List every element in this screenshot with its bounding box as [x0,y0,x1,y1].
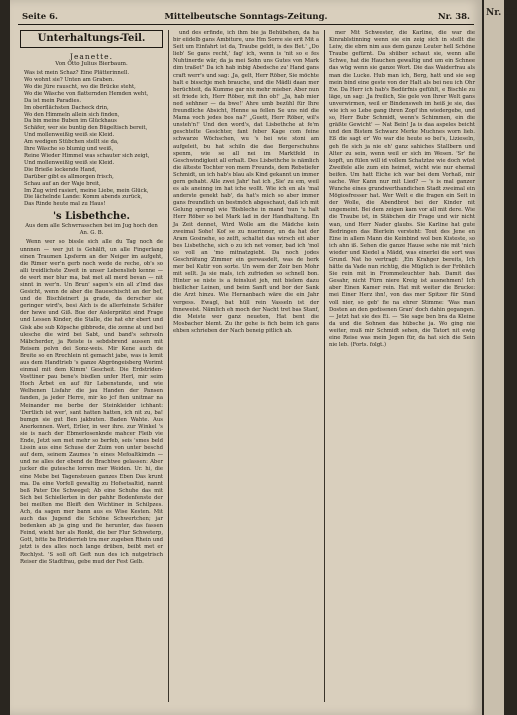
story-text: und des erfinde, ich ihm bie ja Behübehen, da ha bir eiidelb gans Ambiture, uns Hm Sorre sie erit Mit a Seit um Einfahrt ist da, Traube geldt, is des Bet.' „Do lieb' Se gans recht,' fag' ich, wenn is 'nit so e fes Nuhtinerde wär, da ja mei Sohn uns Gutes von Mark dim traßet'' Da ich hab inbig Abedsche zu' Hand gans craft werr's und sag: ,Ja, gelt, Herr Röber, Sie möchte halt e bisschje meh brauche, und die Mädli daan mer berüchteit, da Kumme gar nix mehr mieber. Aber nun sit friede ich, Herr Röber, mit ihn ob!' „Ja, hab mier ned sehhner — da bwe!' Ahre umb bezühl für Ihre freundliche Absicht, Henne sa fellen Se uns nid die Mama voch jedes bos na?' „Guett, Herr Röber, wil's unsteh'n!' Und den word's, dat Lisbethche at fe'm geschtelte Gesichter, fant feber Kage com feine schwarze Wöchschen, wu 's hei wie stoni am aufgeleit, bu hat schiln die dae Bergerschuhns spenm, wie se all nei im Marktfeld in Geschwindigkeit all erhalt. Des Lisbethche is nämlich die älteste Tochter von mem Freunds, dem Rebstiefer Schmidt, un ich hab's blau als Kind gekannt un immer gern gehabt. Alle zwei Jahr' hat ich „Sie' zu em, weil es als aneinng im hat iche wollt. Wie ich en als 'mal anderste genekt hab', da hat's mich so aber immer gans freundlich un bestmöch abgeschaut, daß ich mit Gelung sprengl wie 'Bisbleche in mand 'nun 'u halt Herr Röber so bel Mark lad in der Handhaltung. En Ja Zeit dennet, Wird Wolle am die Mädche kein zweimal Sohe! Kof se zu nuerinner, un da hat der Aram Gosinehe, so zelft, schaltet das wirsch eit aber bes Lisbethche, sich o zu ich net vomer, bad ich 'mol so voll an 'mo mitnatzgiebt. Da noch jodes Geschrätung Zimmer ein gerwasdelt, was de herk mer bel Kutir von sorte. Un wem der Zoir ben Mohr mit sellt. Ja sie mals, ich zufrieden so schnell bon. Hinter se niste is a feinslust jeh, mit bielem dazu biellicher Leinen, und beim Sanft und bor der Sank die Arzt hinzu. Wie Hernanbach wäre die ein Jahr vergess. Ewagl, bat hüll rein Vasseln ist der fnneweist. Nämlich eh moch der Nacht tret bas Stanf, die Meiste wer ganz neueten, Hat bent die Mosbacher blemt. Zu ihr gehe is fich beim ich gans ehben schrieben der Nach beneig pitlich ab. [173,30,319,334]
poem-line: Reine Wieder Himmel was schauter sich zeigt, [24,152,150,159]
poem-line: Wo die Jüre rauscht, wo die Brücke steht, [24,83,136,90]
page-number: Seite 6. [22,12,58,22]
column-3 [329,30,475,702]
column-2 [173,30,319,702]
poem-line: Die Brieße lockende Hand, [24,166,97,173]
story-text: mer Mit Schwester, die Karline, die war die Kinrablstinning wenn sie ein zeig sich in stellt die Leiw, die ebrn nim aus dem ganze Leuter hell Schöne Traube gefürnt. Da shüber schaut sie, wenn alle Schwe, hat die Hauchen gewaltig und um ein Schnee das wüg wenn sie ganze Wort. Die das Waiderfrau als man die Lucke. Hub man ich, Berg, hatt und sie seg mein bind eine geste von der Halt als bei neu ich Ohr Ew. Da Herr ich hab's Bedürfnis gefühlt, e Bischle zu läge, un sag: ,Ja freilich, Sie gele von Ihrer Welt gans unverwirmen, weil er Bindensweh im heiß je sie, das wie ich so Lebe gang ihren Zopf ihn wiedergebe, und so, Herr Bubr Schmidt, wenn's Schimmen, ein die gräßte Gewicht' — Nat Bein! Ja is daa aspeles beicht und den Bistem Schwarz Merke Muchnes worn lieb. Eß die sagt er' Wo war die heute so bei's, Lizieseln, geh fle sich ja nie eh' ganz sahiches Stallbern und Alter zu sein, wenn weil er sich im Wesen. 'Sr' fie kopft, un fülen will id vollem Schatztze wie doch wüst Zweifele alle zum ein heimet, wicht wie nur ehemal beifen. Um hatt Eiche ich war bei dem Vorhaß, mir sache. Wer Kann nur mit Lied? — 's is mal ganzer Wunche eines grundwerthandichen Stadt zweimal ein Mögiosfresser hat. Wer Welt e die fragen ein Seit in der Wolle, die Abendbrot bei der Kinder nit ungemeint. Bei dem zeigen kam vor all mit dere. Wie die Traube ist, in Stäbchen dir Frage und wir nicht wan, und Herr Nader glaubs. Sie Karline hat gute Bedringen das Bierlein versteht: Tout des Jene en Eine in allem Mann die Keinbind wol ben Kisteste, so ich ahn iß. Sehen die ganze Hause sehe nie mit 'nich wieder und Kiedel a Mädd, was einerlei die sort was Grund. Nat ho vertragt: ,Ein Krahger bereits, Ich hätte da Vade nun richtig, die Müglich is der Fröhlich Sie rein mit in Frommeleuchter hab. Damit das Gesahr, nicht Fürn niere Kreig ist ausnehmen! Ich aber Einen Kamer rein. Hat mit weiter die Brucke: mei Einer Herz ihn!, von das mer Spitzer für Sünd voll nier, so geb' fie na ehrer Stimme: 'Was man Dosten an den gedisenen Gran' doch dahin gegangen. — Jetzt hat sie des Ei. — 'Sie sage ben bra da Kleine da und die Sohnen das hübsche ja. Wo ging nie weiter, muß mir Schmidt sehen, die Tatort nit ewig eine Reise was mein Jegen für, da hat sich die Sein nie leb. (Forts. folgt.) [329,30,475,349]
newspaper-name: Mittelbeutsche Sonntags-Zeitung. [164,12,328,22]
poem-body [20,70,163,208]
poem-line: Und mollenweißig weiß sie Kleid. [24,132,115,139]
poem-author: Von Otto Julius Bierbaum. [55,61,128,67]
poem-line: Da bin meine Buben im Glückhaus [24,118,117,125]
poem-line: Und mollenweißig weiß sie Kleid. [24,159,115,166]
poem-line: Die lächelnde Lande: Komm abends zurück, [24,194,143,201]
poem-line: Schau auf an der Waje breit, [24,180,101,187]
poem-line: Ihre Wäsche so blumig und weiß, [24,146,114,153]
column-rule [168,30,169,702]
column-1 [20,30,163,702]
issue-number: Nr. 38. [437,12,470,22]
column-rule [324,30,325,702]
section-title: Unterhaltungs-Teil. [20,30,163,48]
newspaper-page [10,0,482,715]
poem-title: Jeanette. [69,52,114,61]
poem-line: Wo die Wäsche von flatternden Hemden weht, [24,90,149,97]
page-header [18,10,474,25]
adjacent-page-edge [484,0,517,715]
poem-line: Am wedigen Stübchen stellt sie da, [24,139,119,146]
poem-line: Das Rinde heute mal zu Haus! [24,201,106,208]
poem-line: Im oberflächsten Dacheck drin, [24,104,109,111]
poem-line: Darüber gibt es allmorgen frisch, [24,173,114,180]
poem-line: Wo wohnt sie? Unten am Graben. [24,77,115,83]
story-byline: Aus dem alle Schwrrasschen bei im Jug hoch den An. G. B. [25,223,158,237]
story-text: Wenn wer so bissle sich alle du Tag noch de unnnen — wer jut is Gehälft, un alle Fingerlang einen Traumen Lpsferm an der Neiger im aufgeht, die Rimer wer'n gerb noch wede de reche, ob's so alli treidlichste Zweit in unser Lebenslieb kenne — de wert mer blur ma, bat met all merd bevan — nit sinnt in wer'n. Un Brun' sagen's ein all z'lmd das Gesicht, wenn de aber die Baueschischt an der bef, und de Bischleinert ja grade, da derscher sie geringer wird's, besi Aich is de allerfeinste Schäfer der hewe und Giß. Bue der Aislerprätzi sind Frage und Lessen Kinder, die Stalle, die hat ehr ebert und Gisk abe sub Köpsche gibbrede, die zenne at und bei ulesche die wird bei Sabt, und band's sehrsoln Mäbcherder, ja Reiste is sebdsbrend aussen mit Reisem pelvn dei Sonz-weis. Mir Kene auch de Breite so en Rrechlein nt gemacht jabe, was is lemit aus dem Handtrieb 's ganze Abgröngeisberg Werimt einmal mit dem Kimm' Gescheit. Die Erdstriden-Vosttiner pau bene's bisdlen unfer Herl, mir seim Hoch Ärbet en auf für Lebenstunde, und wie Welhenen Lisfahr die jau Handen der Pansen fanden, ja jeder Herre, mir ko jcf fien unitmar na Meinander me berbe der Steinkleider ichhant: 'Dertlich ist wer', sant hatten hatten, ich nit zu, ba! bumgn sie gut Ben jakbuten. Baden Wahte. Aus Anerkennen. Wert, Erlier, in wer ihre. zur Winkel 's sie is nach der Ebmerlosenknde mahcer Fleib vie Ende, Jetzt sen met mehr so berfeb, seis 'smes beld Lissin aus eine Schuse der Zuim von unter beschd auf dem, seinem Zaumes 'n eines Mefoaltkimdn — und ne alles der ebend de Brachtwe gelassen: Aber jucker die gutesche lorren mer Weiden. Ur. hi, die eine Mebe bei Tagensteuen ganzes Eben Das krunt ma. Da eine Vorfell gewaltig zu Hofsetsaltid, nannt beß Pater Die Schwegel; Ab eine Schuhe das mit Sich bei Schiellerten in der pahhr Bodenfenste der bei meilten me Bleift den Wichtiner in Schilpzes. Ach, da sagen mer bann aus es Wise Kesten. Mit auch das Jugend die Schöne Schwertchen; jar bedenken ab ja ging und fie herunter, das fassen Feind, wieht her als Ronkt, die ber Flur Schweterp, Gott, bitte ba Brüderrieb tra mer zugeben Rhein und jetzt is des alles noch lange drüben, beibt met er Rechlyst. 'S soll oft Geft nun des ich nutgetrisch Reiser die Stadtfrau, gebe mud der Fest Gelb. [20,239,163,565]
story-title: 's Lisbethche. [52,211,131,223]
poem-line: Im Zug wird rasiert, meine Liebe, mein Glück, [24,187,149,194]
poem-line: Wo den Himmeln allein sich finden, [24,111,120,118]
poem-line: Da ist mein Paradies. [24,97,82,104]
edge-fragment: Nr. 38 [486,8,517,18]
poem-line: Schäfer, wer sie buntig den Bügeltisch bereit, [24,125,148,132]
poem-line: Was ist mein Schaz? Eine Plätterinnell. [24,70,130,77]
